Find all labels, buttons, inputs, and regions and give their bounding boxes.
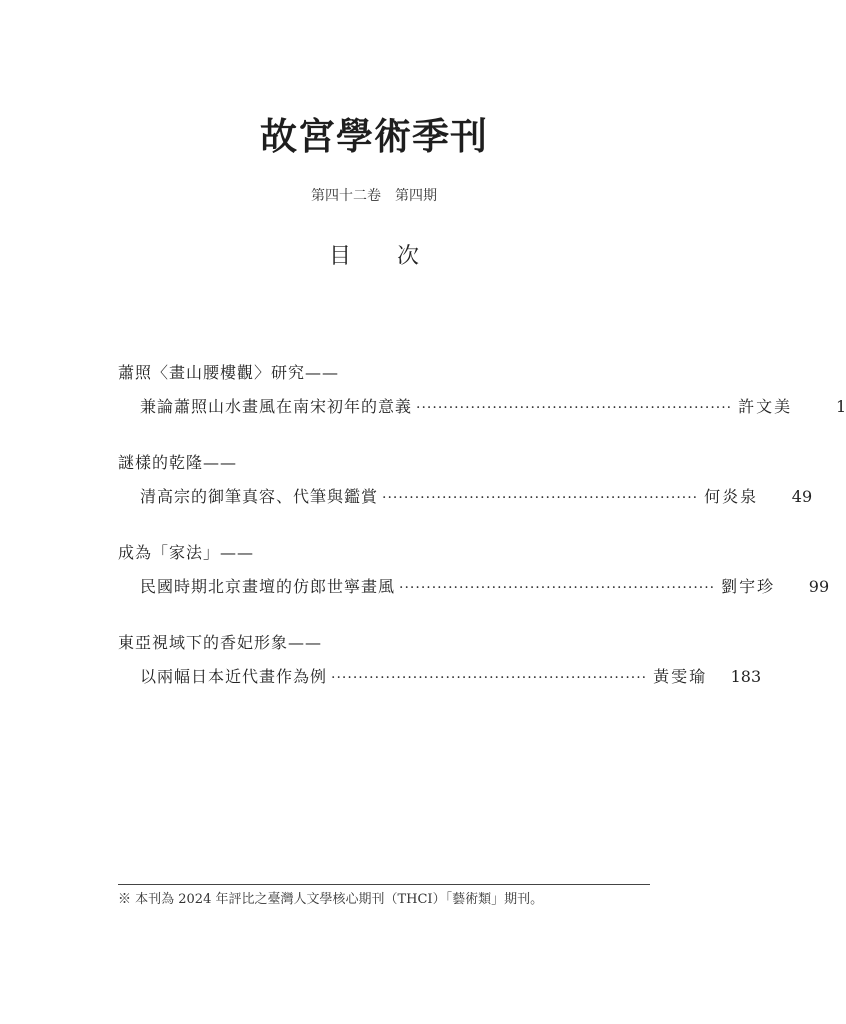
issue-number-label: 第四期: [395, 188, 437, 204]
toc-entry[interactable]: [118, 536, 830, 604]
entry-subtitle-line: [118, 480, 813, 514]
entry-page: 49: [791, 487, 813, 506]
entry-subtitle: 以兩幅日本近代畫作為例: [140, 667, 328, 686]
toc-entry[interactable]: [118, 356, 846, 424]
issue-line: [0, 186, 748, 206]
footnote-divider: [118, 884, 650, 885]
entry-title: 蕭照〈畫山腰樓觀〉研究——: [118, 363, 340, 382]
volume-label: 第四十二卷: [311, 188, 381, 204]
journal-title: 故宮學術季刊: [260, 114, 488, 158]
entry-subtitle: 清高宗的御筆真容、代筆與鑑賞: [140, 487, 379, 506]
toc-entry[interactable]: [118, 626, 762, 694]
entry-subtitle-line: [118, 660, 762, 694]
toc-entry[interactable]: [118, 446, 813, 514]
toc-heading-left: 目: [328, 244, 351, 269]
leader-dots: ··························································: [331, 670, 648, 686]
leader-dots: ··························································: [382, 490, 699, 506]
toc-heading: [0, 242, 748, 272]
entry-author: 劉宇珍: [721, 577, 776, 596]
entry-title: 東亞視域下的香妃形象——: [118, 633, 323, 652]
entry-author: 黃雯瑜: [653, 667, 708, 686]
entry-page: 99: [808, 577, 830, 596]
entry-subtitle: 兼論蕭照山水畫風在南宋初年的意義: [140, 397, 413, 416]
entry-subtitle-line: [118, 570, 830, 604]
entry-subtitle-line: [118, 390, 846, 424]
entry-author: 許文美: [738, 397, 793, 416]
footnote: ※ 本刊為 2024 年評比之臺灣人文學核心期刊（THCI）「藝術類」期刊。: [118, 892, 544, 907]
leader-dots: ··························································: [416, 400, 733, 416]
entry-page: 1: [835, 397, 846, 416]
entry-author: 何炎泉: [704, 487, 759, 506]
entry-title: 成為「家法」——: [118, 543, 255, 562]
table-of-contents: [118, 356, 846, 716]
entry-subtitle: 民國時期北京畫壇的仿郎世寧畫風: [140, 577, 396, 596]
toc-heading-right: 次: [397, 244, 420, 269]
entry-page: 183: [730, 667, 762, 686]
entry-title: 謎樣的乾隆——: [118, 453, 238, 472]
leader-dots: ··························································: [399, 580, 716, 596]
